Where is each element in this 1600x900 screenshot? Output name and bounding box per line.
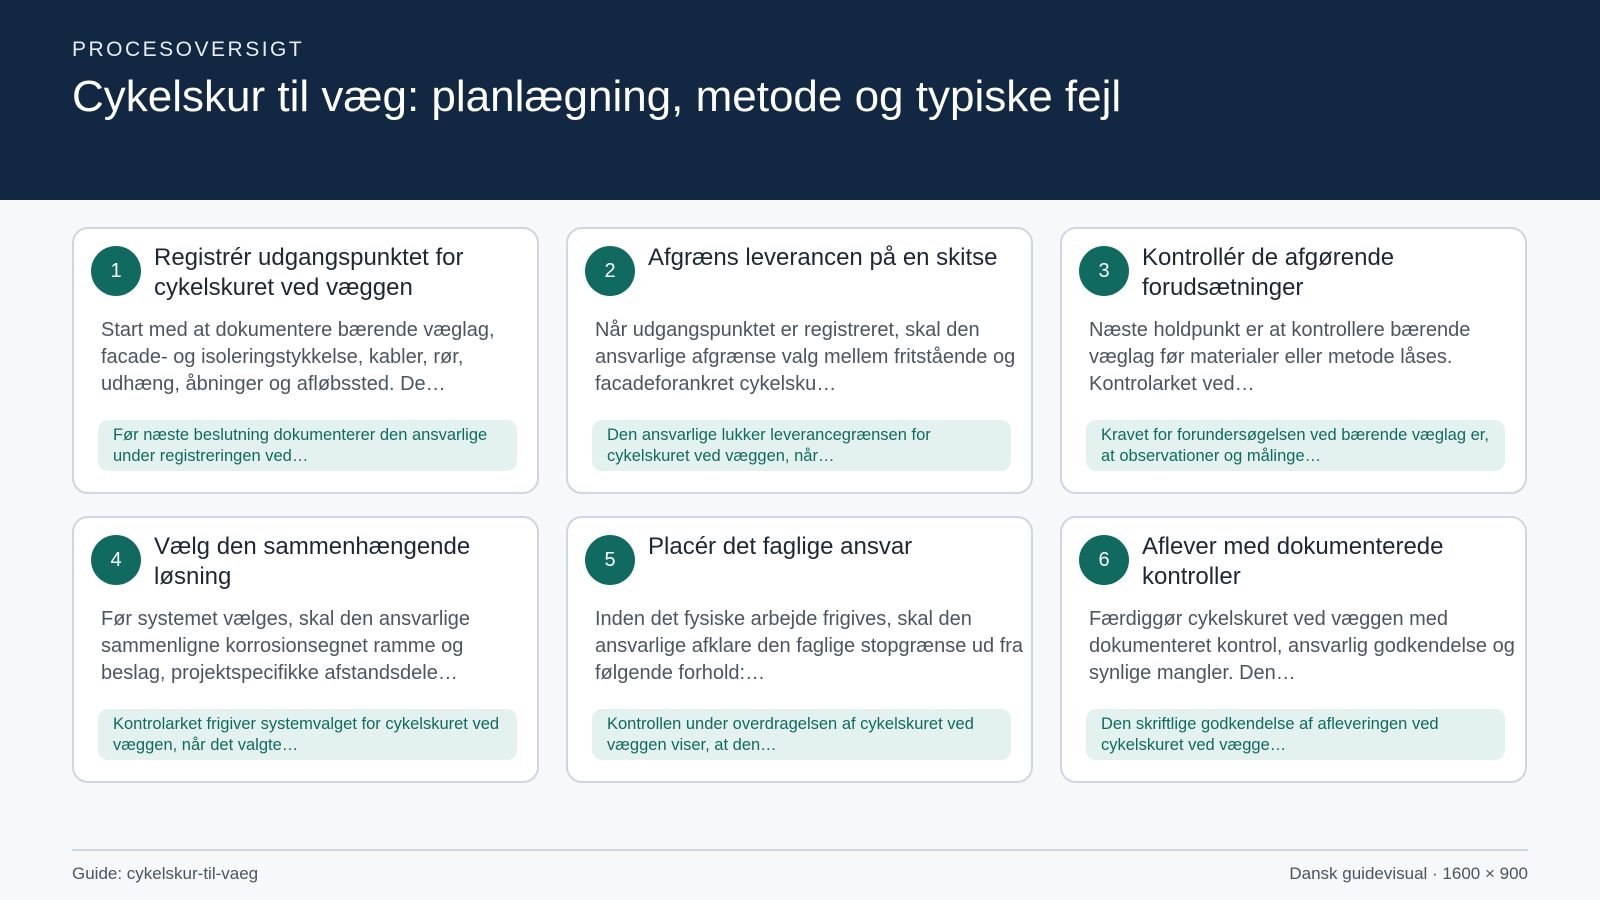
step-note-text: Kontrollen under overdragelsen af cykelskuret ved væggen viser, at den… xyxy=(607,715,974,754)
step-note xyxy=(98,709,517,760)
step-note-text: Før næste beslutning dokumenterer den ansvarlige under registreringen ved… xyxy=(113,426,488,465)
step-description: Inden det fysiske arbejde frigives, skal den ansvarlige afklare den faglige stopgrænse ud fra følgende forhold:… xyxy=(595,608,1024,684)
page-eyebrow: PROCESOVERSIGT xyxy=(72,38,305,61)
step-number-badge: 1 xyxy=(91,246,141,296)
footer-divider xyxy=(72,849,1528,851)
step-note xyxy=(592,709,1011,760)
step-description: Start med at dokumentere bærende væglag, facade- og isoleringstykkelse, kabler, rør, udhæng, åbninger og afløbssted. De… xyxy=(101,319,495,395)
step-note-text: Den skriftlige godkendelse af afleveringen ved cykelskuret ved vægge… xyxy=(1101,715,1439,754)
step-number-badge: 6 xyxy=(1079,535,1129,585)
step-description: Færdiggør cykelskuret ved væggen med dokumenteret kontrol, ansvarlig godkendelse og synlige mangler. Den… xyxy=(1089,608,1515,684)
step-note-text: Den ansvarlige lukker leverancegrænsen for cykelskuret ved væggen, når… xyxy=(607,426,931,465)
step-description: Når udgangspunktet er registreret, skal den ansvarlige afgrænse valg mellem fritstående og facadeforankret cykelsku… xyxy=(595,319,1016,395)
step-description: Næste holdpunkt er at kontrollere bærende væglag før materialer eller metode låses. Kontrolarket ved… xyxy=(1089,319,1471,395)
step-title: Aflever med dokumenterede kontroller xyxy=(1142,533,1444,590)
step-card-4 xyxy=(72,516,539,783)
step-number-badge: 4 xyxy=(91,535,141,585)
step-note xyxy=(1086,420,1505,471)
step-title: Kontrollér de afgørende forudsætninger xyxy=(1142,244,1395,301)
step-note-text: Kontrolarket frigiver systemvalget for cykelskuret ved væggen, når det valgte… xyxy=(113,715,500,754)
process-steps-grid xyxy=(72,227,1527,783)
step-number-badge: 3 xyxy=(1079,246,1129,296)
step-note-text: Kravet for forundersøgelsen ved bærende væglag er, at observationer og målinge… xyxy=(1101,426,1489,465)
step-note xyxy=(98,420,517,471)
step-number-badge: 5 xyxy=(585,535,635,585)
step-card-2 xyxy=(566,227,1033,494)
step-title: Registrér udgangspunktet for cykelskuret ved væggen xyxy=(154,244,464,301)
step-description: Før systemet vælges, skal den ansvarlige sammenligne korrosionsegnet ramme og beslag, projektspecifikke afstandsdele… xyxy=(101,608,471,684)
step-card-5 xyxy=(566,516,1033,783)
step-note xyxy=(1086,709,1505,760)
step-title: Vælg den sammenhængende løsning xyxy=(154,533,471,590)
step-card-3 xyxy=(1060,227,1527,494)
step-card-6 xyxy=(1060,516,1527,783)
step-number-badge: 2 xyxy=(585,246,635,296)
step-title: Afgræns leverancen på en skitse xyxy=(648,244,998,271)
page-title: Cykelskur til væg: planlægning, metode og typiske fejl xyxy=(72,72,1122,121)
header-banner xyxy=(0,0,1600,200)
step-card-1 xyxy=(72,227,539,494)
step-title: Placér det faglige ansvar xyxy=(648,533,913,560)
footer-guide-label: Guide: cykelskur-til-vaeg xyxy=(72,864,259,883)
footer-meta-label: Dansk guidevisual · 1600 × 900 xyxy=(1289,864,1528,883)
step-note xyxy=(592,420,1011,471)
